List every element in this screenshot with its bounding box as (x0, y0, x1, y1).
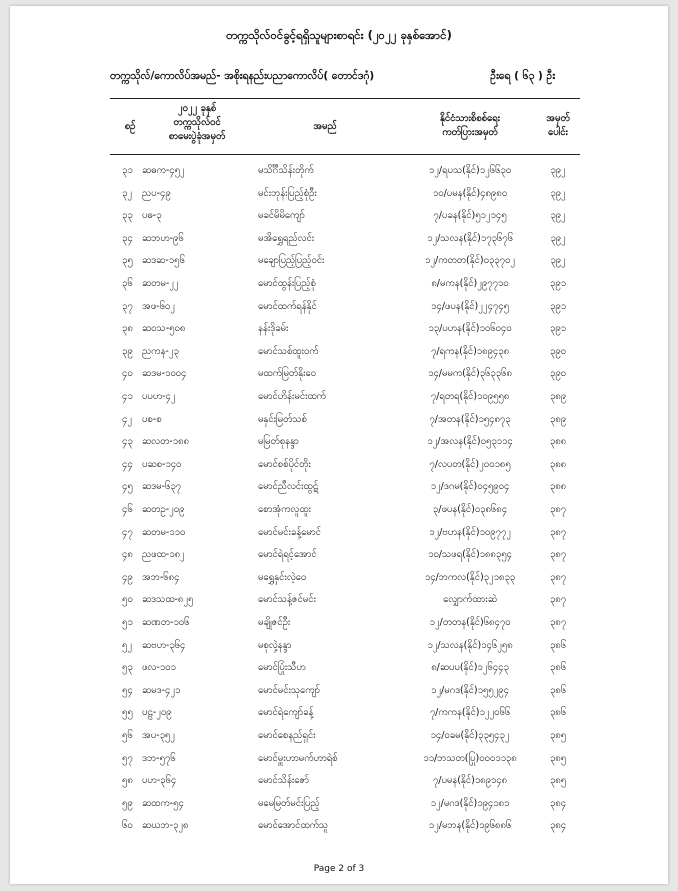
cell-name: မချောပြည့်ပြည့်ဝင်း (258, 255, 325, 267)
header-mark (538, 112, 578, 140)
cell-nrc: ၇/ကကန(နိုင်)၁၂၂၀၆၆ (429, 707, 511, 719)
table-row (110, 274, 580, 294)
cell-mark: ၃၈၇ (549, 594, 567, 606)
cell-mark: ၃၈၇ (549, 617, 567, 628)
table-row (110, 342, 580, 362)
cell-no: ၃၇ (122, 300, 133, 312)
cell-roll: အဖ-၆၀၂ (142, 300, 175, 312)
cell-mark: ၃၈၅ (549, 730, 567, 741)
cell-roll: ဆဒဆ-၁၅၆ (142, 255, 185, 267)
cell-no: ၄၄ (122, 458, 133, 470)
cell-roll: ပဓ-၃ (142, 210, 162, 222)
cell-name: မောင်မှူးဟာမက်ဟာရဲစ် (258, 752, 338, 764)
cell-nrc: ၃/ဖပန(နိုင်)၀၃၈၆၈၄ (432, 504, 508, 515)
cell-roll: ညကန-၂၃ (142, 345, 179, 357)
table-row (110, 297, 580, 317)
cell-name: မောင်မင်းသုကျော် (258, 684, 320, 696)
table-row (110, 794, 580, 814)
cell-name: မမြတ်စုနန္ဒာ (258, 436, 299, 448)
cell-name: မောင်ရဲရင့်အောင် (258, 549, 317, 561)
header-roll-line3: စာမေးပွဲခုံအမှတ် (168, 131, 226, 142)
cell-name: မောင်သစ်ထူးဝက် (258, 345, 319, 357)
cell-nrc: ၇/ပခန(နိုင်)၅၁၂၁၄၅ (433, 210, 507, 222)
cell-name: မောင်စေနည်ရှင်း (258, 730, 316, 741)
cell-name: မောင်ညီလင်းထွဋ် (258, 481, 318, 493)
cell-mark: ၃၉၂ (550, 255, 566, 267)
cell-no: ၃၈ (122, 323, 133, 335)
table-row (110, 523, 580, 543)
table-row (110, 681, 580, 701)
cell-roll: ညပ-၄၉ (142, 187, 171, 199)
cell-no: ၃၃ (122, 210, 133, 222)
cell-nrc: ၈/မကန(နိုင်)၂၉၇၇၁၀ (431, 278, 509, 289)
cell-mark: ၃၈၇ (549, 571, 567, 583)
cell-name: မချိုဇင်ဦး (258, 617, 291, 628)
cell-nrc: ၁၂/သလန(နိုင်)၁၄၆၂၅၈ (427, 639, 513, 651)
cell-mark: ၃၉၁ (549, 323, 567, 335)
cell-no: ၄၆ (122, 504, 133, 515)
header-no: စဉ် (124, 121, 136, 132)
cell-no: ၄၀ (122, 368, 133, 380)
cell-no: ၃၄ (122, 232, 133, 244)
cell-no: ၅၂ (122, 639, 133, 651)
table-row (110, 229, 580, 249)
table-row (110, 771, 580, 791)
document-title: တက္ကသိုလ်ဝင်ခွင့်ရရှိသူများစာရင်း (၂၀၂၂ ခုနှစ်အောင်) (226, 28, 452, 42)
cell-nrc: ၁၄/မမက(နိုင်)၃၆၃၃၆၈ (428, 368, 512, 380)
cell-roll: ဆဃဘ-၃၂၈ (142, 820, 189, 832)
table-row (110, 613, 580, 633)
table-row (110, 500, 580, 520)
cell-mark: ၃၉၀ (549, 345, 567, 357)
cell-no: ၅၀ (122, 594, 133, 606)
cell-name: မထက်မြတ်နိုးဝေ (258, 368, 316, 380)
cell-name: မခင်မိမိကျော် (258, 210, 305, 222)
cell-name: မမေမြတ်မင်းပြည့် (258, 797, 320, 809)
cell-nrc: လျှောက်ထားဆဲ (443, 594, 497, 606)
cell-mark: ၃၉၁ (549, 300, 567, 312)
cell-no: ၃၅ (122, 255, 133, 267)
cell-no: ၅၈ (122, 775, 133, 787)
cell-no: ၅၁ (122, 617, 133, 628)
cell-nrc: ၁၄/ဖပန(နိုင်)၂၂၄၇၄၅ (431, 300, 509, 312)
cell-name: မင်းဘုန်းပြည့်စုံဦး (258, 187, 317, 199)
cell-mark: ၃၉၁ (549, 278, 567, 289)
table-row (110, 387, 580, 407)
cell-nrc: ၇/လပတ(နိုင်)၂၀၀၁၈၅ (429, 458, 511, 470)
cell-no: ၄၈ (122, 549, 133, 561)
student-count: ဦးရေ ( ၆၃ ) ဦး (490, 70, 555, 82)
table-row (110, 251, 580, 271)
cell-no: ၄၅ (122, 481, 133, 493)
cell-roll: ဆဗဟ-၃၆၄ (142, 639, 186, 651)
cell-name: မောင်အောင်ထက်သူ (258, 820, 329, 832)
cell-no: ၅၃ (122, 662, 133, 674)
header-nrc (408, 112, 532, 140)
cell-mark: ၃၈၅ (549, 775, 567, 787)
cell-roll: ဆတဥ-၂၀၉ (142, 504, 185, 515)
cell-nrc: ၁၁/ဘသတ(ပြု)၀၀၀၁၁၃၈ (423, 752, 517, 764)
cell-roll: ဆဘဟ-၉၆ (142, 232, 184, 244)
cell-roll: ဆဝသ-၅၀၈ (142, 323, 186, 335)
cell-no: ၅၉ (122, 797, 133, 809)
cell-no: ၅၅ (122, 707, 133, 719)
cell-nrc: ၁၂/ဗဟန(နိုင်)၁၀၉၇၇၂ (429, 526, 511, 538)
cell-no: ၃၉ (122, 345, 133, 357)
cell-roll: ပစ-စ (142, 413, 162, 425)
cell-mark: ၃၉၀ (549, 368, 567, 380)
cell-mark: ၃၈၆ (549, 707, 567, 719)
cell-mark: ၃၈၄ (549, 797, 567, 809)
cell-roll: ပပဟ-၄၂ (142, 391, 176, 402)
cell-no: ၃၁ (122, 165, 133, 176)
cell-name: မောင်ဟိန်းမင်းထက် (258, 391, 326, 402)
cell-roll: ဆဒမ-၁၀၀၄ (142, 368, 187, 380)
cell-nrc: ၁၄/ဘကလ(နိုင်)၃၂၁၈၃၃ (424, 571, 516, 583)
cell-roll: ဆဓက-၄၅၂ (142, 165, 185, 176)
cell-roll: ဆတမ-၂၂ (142, 278, 179, 289)
cell-roll: ပဆစ-၁၄၀ (142, 458, 182, 470)
cell-no: ၅၇ (122, 752, 133, 764)
page-footer: Page 2 of 3 (313, 864, 365, 874)
table-row (110, 364, 580, 384)
cell-name: မောင်သန့်ဇင်မင်း (258, 594, 316, 606)
table-row (110, 568, 580, 588)
table-row (110, 432, 580, 452)
cell-mark: ၃၉၂ (550, 232, 566, 244)
cell-nrc: ၁၂/ဒဂမ(နိုင်)၀၄၅၉၀၄ (430, 481, 510, 493)
cell-no: ၄၂ (122, 413, 133, 425)
table-top-rule (110, 98, 580, 99)
document-page (10, 6, 668, 884)
table-row (110, 726, 580, 746)
cell-name: မရွှေနှင်းလဲ့ဝေ (258, 571, 307, 583)
cell-roll: ဆထက-၅၄ (142, 797, 184, 809)
cell-roll: အဘ-၆၈၄ (142, 571, 180, 583)
cell-mark: ၃၈၉ (549, 413, 567, 425)
cell-nrc: ၁၄/ဝခမ(နိုင်)၃၃၅၄၃၂ (430, 730, 510, 741)
cell-name: မောင်ထွန်းပြည့်စုံ (258, 278, 316, 289)
cell-mark: ၃၈၆ (549, 639, 567, 651)
cell-mark: ၃၈၆ (549, 684, 567, 696)
cell-no: ၅၄ (122, 684, 133, 696)
table-row (110, 477, 580, 497)
table-row (110, 816, 580, 836)
cell-name: မစုလှဲ့နန္ဒာ (258, 639, 292, 651)
cell-mark: ၃၈၈ (549, 481, 567, 493)
header-roll (142, 102, 252, 144)
table-header-rule (110, 154, 580, 155)
cell-mark: ၃၈၇ (549, 526, 567, 538)
cell-mark: ၃၈၈ (549, 458, 567, 470)
table-row (110, 636, 580, 656)
cell-nrc: ၁၀/ပမန(နိုင်)၄၈၉၈၀ (432, 187, 508, 199)
header-mark-line2: ပေါင်း (548, 127, 568, 138)
table-row (110, 184, 580, 204)
table-row (110, 545, 580, 565)
cell-name: မအိရွှေရည်လင်း (258, 232, 315, 244)
cell-nrc: ၁၂/မဂဒ(နိုင်)၁၅၅၂၉၄ (431, 684, 509, 696)
cell-roll: ဆဒသထ-၈၂၅ (142, 594, 194, 606)
cell-roll: ပဟ-၃၆၄ (142, 775, 177, 787)
cell-roll: ဒဘ-၅၇၆ (142, 752, 176, 764)
table-row (110, 455, 580, 475)
cell-roll: ညဖထ-၁၈၂ (142, 549, 185, 561)
cell-nrc: ၈/ဆပပ(နိုင်)၁၂၆၄၄၃ (431, 662, 509, 674)
school-heading (110, 70, 555, 85)
cell-nrc: ၁၀/သဖရ(နိုင်)၁၈၈၃၅၄ (428, 549, 512, 561)
cell-roll: ဆလတ-၁၈၈ (142, 436, 189, 448)
cell-no: ၄၇ (122, 526, 133, 538)
cell-mark: ၃၈၇ (549, 549, 567, 561)
cell-nrc: ၁၂/တတန(နိုင်)၆၈၄၇၀ (429, 617, 511, 628)
cell-mark: ၃၈၇ (549, 504, 567, 515)
cell-mark: ၃၉၂ (550, 210, 566, 222)
cell-mark: ၃၈၈ (549, 436, 567, 448)
table-row (110, 206, 580, 226)
cell-nrc: ၁၂/အလန(နိုင်)၀၅၃၁၁၄ (427, 436, 513, 448)
table-row (110, 161, 580, 181)
table-row (110, 658, 580, 678)
cell-name: မသိင်္ဂီသိန်းတိုက် (258, 165, 314, 176)
table-row (110, 410, 580, 430)
cell-mark: ၃၈၆ (549, 662, 567, 674)
cell-name: မောင်ပြုံးသီဟ (258, 662, 306, 674)
cell-no: ၄၁ (122, 391, 133, 402)
header-roll-line2: တက္ကသိုလ်ဝင် (173, 117, 221, 128)
cell-roll: ဖလ-၁၀၁ (142, 662, 176, 674)
cell-nrc: ၁၂/ကတတ(နိုင်)၀၃၃၇၀၂ (425, 255, 515, 267)
cell-name: မောင်ရဲကျော်ခန့် (258, 707, 314, 719)
cell-nrc: ၁၂/မဂဒ(နိုင်)၁၉၄၁၈၁ (430, 797, 510, 809)
cell-mark: ၃၈၄ (549, 820, 567, 832)
cell-nrc: ၁၂/သလန(နိုင်)၁၇၃၆၇၆ (427, 232, 513, 244)
cell-roll: ဆဏတ-၁၀၆ (142, 617, 190, 628)
table-row (110, 590, 580, 610)
cell-roll: အပ-၃၅၂ (142, 730, 175, 741)
cell-mark: ၃၉၂ (550, 187, 566, 199)
header-nrc-line1: နိုင်ငံသားစိစစ်ရေး (439, 113, 500, 124)
cell-name: စောအုံကလူထူး (258, 504, 311, 515)
header-mark-line1: အမှတ် (546, 113, 570, 124)
cell-nrc: ၁၂/မဘန(နိုင်)၁၉၆၈၈၆ (428, 820, 512, 832)
cell-no: ၄၉ (122, 571, 133, 583)
table-row (110, 703, 580, 723)
table-row (110, 319, 580, 339)
cell-nrc: ၇/အတန(နိုင်)၁၅၄၈၇၃ (429, 413, 511, 425)
cell-name: မောင်ထက်ရန်နိုင် (258, 300, 317, 312)
cell-nrc: ၇/ရတရ(နိုင်)၁၀၉၅၅၈ (430, 391, 510, 402)
header-nrc-line2: ကတ်ပြားအမှတ် (442, 127, 498, 138)
cell-mark: ၃၈၉ (549, 391, 567, 402)
cell-roll: ပဠ-၂၀၉ (142, 707, 172, 719)
cell-name: နန်းဒိုခမ်း (258, 323, 289, 335)
cell-no: ၆၀ (122, 820, 133, 832)
cell-nrc: ၇/ပမန(နိုင်)၁၈၉၁၄၈ (432, 775, 508, 787)
cell-no: ၃၆ (122, 278, 133, 289)
header-name: အမည် (313, 121, 337, 132)
cell-name: မောင်မင်းခန့်မောင် (258, 526, 321, 538)
cell-no: ၄၃ (122, 436, 133, 448)
cell-no: ၃၂ (122, 187, 133, 199)
cell-name: မောင်သိန်းဇော် (258, 775, 309, 787)
cell-mark: ၃၉၂ (550, 165, 566, 176)
cell-nrc: ၁၂/ရပသ(နိုင်)၁၂၆၆၃၀ (428, 165, 512, 176)
cell-roll: ဆမဒ-၄၂၁ (142, 684, 181, 696)
table-row (110, 749, 580, 769)
cell-no: ၅၆ (122, 730, 133, 741)
cell-name: မောင်စစ်ပိုင်တိုး (258, 458, 311, 470)
school-label: တက္ကသိုလ်/ကောလိပ်အမည်- အစိုးရနည်းပညာကောလိပ်( တောင်ဒဂုံ) (110, 70, 375, 82)
cell-nrc: ၇/ရကန(နိုင်)၁၈၉၄၃၈ (430, 345, 510, 357)
cell-nrc: ၁၃/ပဟန(နိုင်)၁၀၆၀၄၀ (428, 323, 512, 335)
cell-name: မနှင်းမြတ်သစ် (258, 413, 307, 425)
cell-roll: ဆဒမ-၆၃၇ (142, 481, 182, 493)
cell-mark: ၃၈၅ (549, 752, 567, 764)
cell-roll: ဆတမ-၁၁၀ (142, 526, 186, 538)
header-roll-line1: ၂၀၂၂ ခုနှစ် (177, 103, 217, 114)
